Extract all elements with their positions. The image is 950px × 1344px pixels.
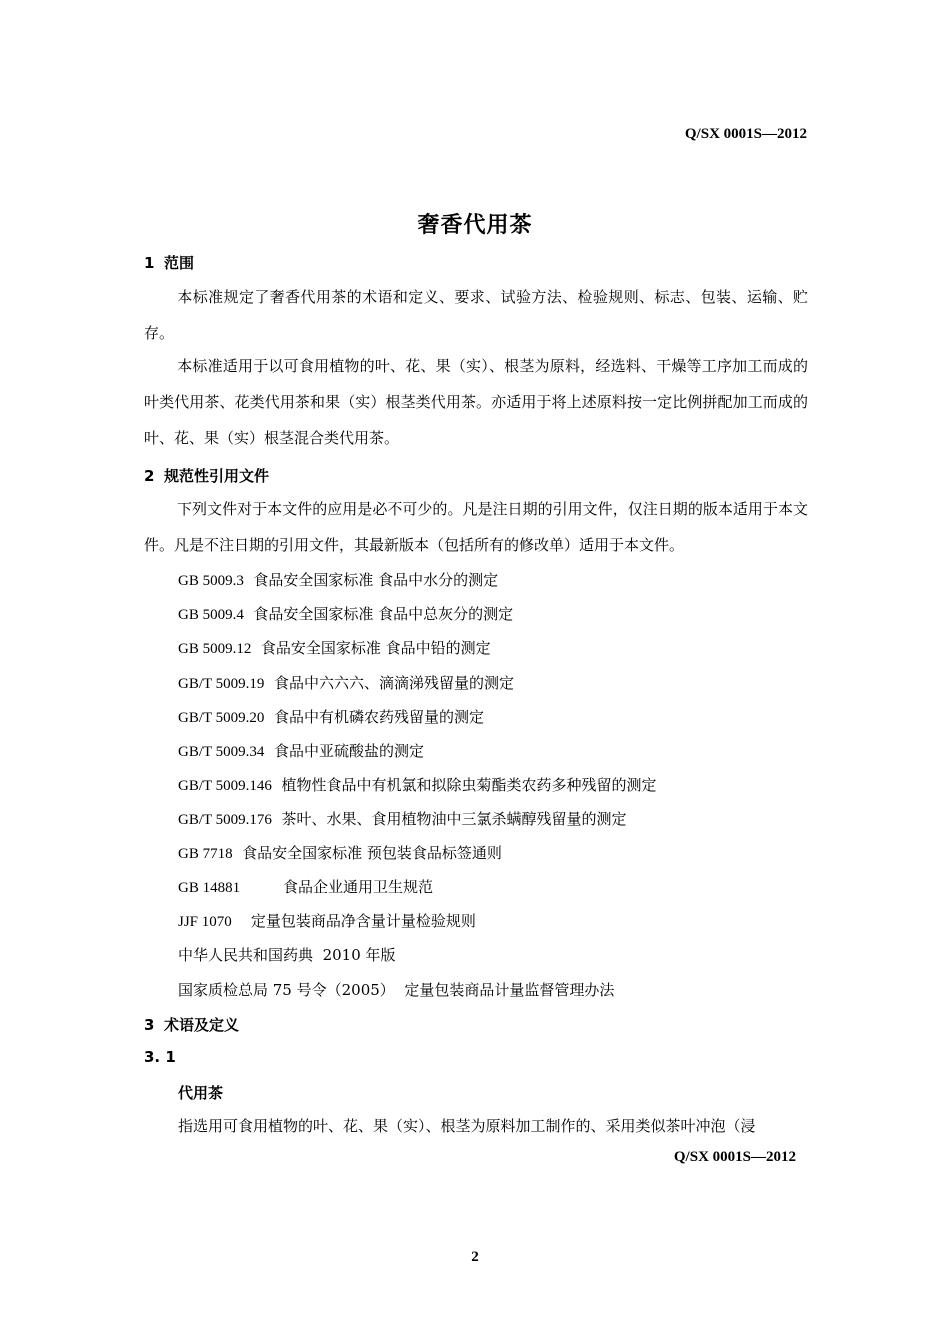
- reference-item: 国家质检总局 75 号令（2005） 定量包装商品计量监督管理办法: [178, 981, 615, 999]
- reference-item: GB/T 5009.34 食品中亚硫酸盐的测定: [178, 742, 424, 760]
- reference-item: GB 5009.4 食品安全国家标准 食品中总灰分的测定: [178, 605, 514, 623]
- section-1-paragraph-1: 本标准规定了奢香代用茶的术语和定义、要求、试验方法、检验规则、标志、包装、运输、贮存。: [144, 288, 808, 342]
- footer-standard-code: Q/SX 0001S—2012: [673, 1149, 796, 1165]
- section-1-title: 范围: [164, 254, 195, 272]
- header-standard-code: Q/SX 0001S—2012: [684, 126, 807, 142]
- page-number: 2: [471, 1249, 479, 1265]
- section-1-heading: [144, 252, 194, 273]
- reference-item: GB 7718 食品安全国家标准 预包装食品标签通则: [178, 844, 502, 862]
- reference-item: GB 5009.12 食品安全国家标准 食品中铅的测定: [178, 639, 491, 657]
- section-2-paragraph: 下列文件对于本文件的应用是必不可少的。凡是注日期的引用文件，仅注日期的版本适用于本文件。凡是不注日期的引用文件，其最新版本（包括所有的修改单）适用于本文件。: [144, 500, 808, 554]
- section-3-heading: [144, 1014, 239, 1035]
- document-title: 奢香代用茶: [417, 213, 533, 238]
- subsection-number: 3. 1: [144, 1048, 176, 1066]
- reference-item: GB 14881 食品企业通用卫生规范: [178, 878, 434, 896]
- section-2-number: 2: [144, 467, 155, 485]
- term-name: 代用茶: [178, 1084, 224, 1102]
- reference-item: GB/T 5009.20 食品中有机磷农药残留量的测定: [178, 708, 484, 726]
- section-1-paragraph-2: 本标准适用于以可食用植物的叶、花、果（实）、根茎为原料，经选料、干燥等工序加工而成的叶类代用茶、花类代用茶和果（实）根茎类代用茶。亦适用于将上述原料按一定比例拼配加工而成的叶、花、果（实）根茎混合类代用茶。: [144, 357, 808, 447]
- term-definition: 指选用可食用植物的叶、花、果（实）、根茎为原料加工制作的、采用类似茶叶冲泡（浸: [178, 1117, 756, 1135]
- reference-item: GB 5009.3 食品安全国家标准 食品中水分的测定: [178, 571, 499, 589]
- section-3-title: 术语及定义: [164, 1016, 240, 1034]
- reference-item: GB/T 5009.146 植物性食品中有机氯和拟除虫菊酯类农药多种残留的测定: [178, 776, 657, 794]
- reference-item: 中华人民共和国药典 2010 年版: [178, 946, 396, 964]
- section-3-number: 3: [144, 1016, 155, 1034]
- reference-item: JJF 1070 定量包装商品净含量计量检验规则: [178, 912, 476, 930]
- section-1-number: 1: [144, 254, 155, 272]
- reference-item: GB/T 5009.19 食品中六六六、滴滴涕残留量的测定: [178, 674, 514, 692]
- reference-item: GB/T 5009.176 茶叶、水果、食用植物油中三氯杀螨醇残留量的测定: [178, 810, 627, 828]
- section-2-heading: [144, 465, 269, 486]
- section-2-title: 规范性引用文件: [164, 467, 270, 485]
